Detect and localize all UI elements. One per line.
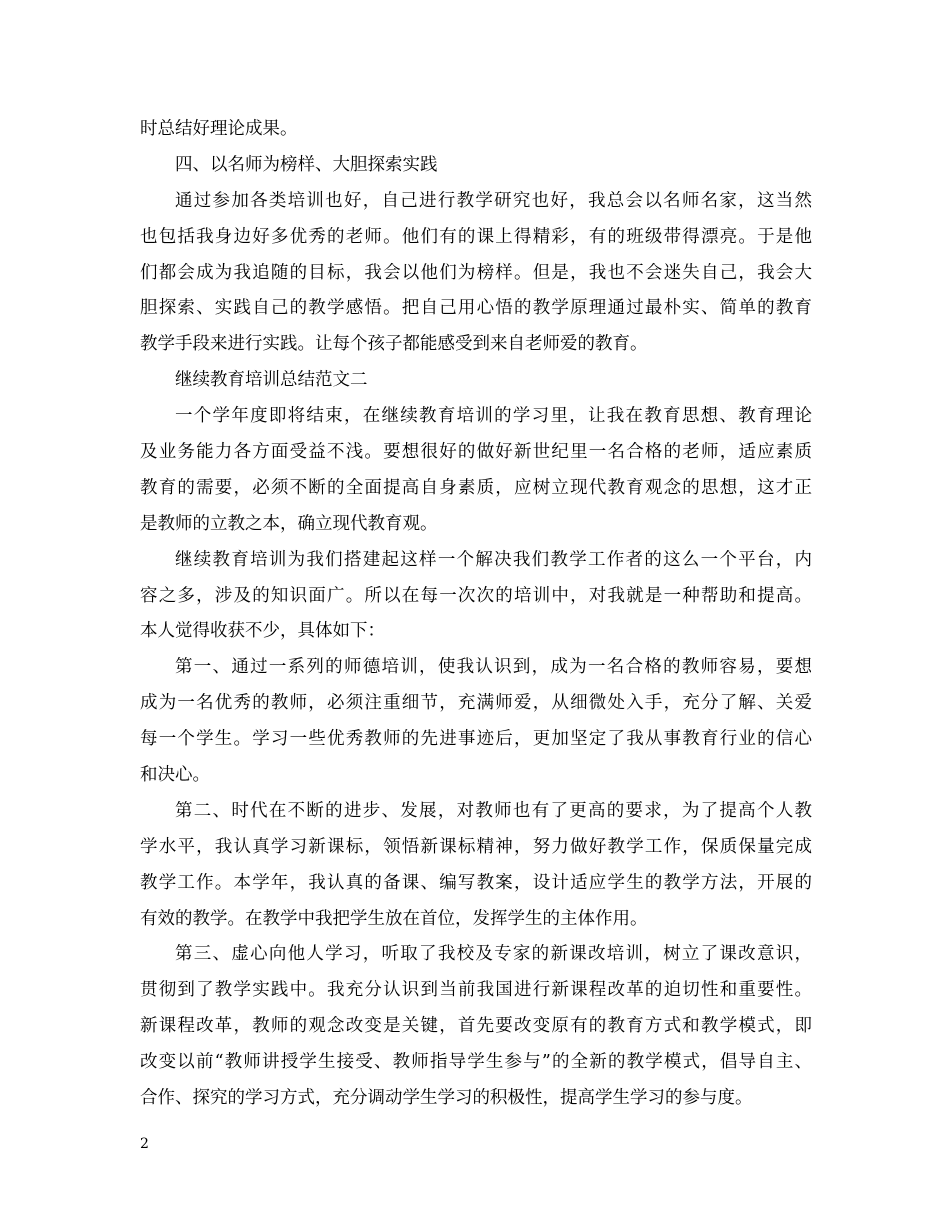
text-line: 继续教育培训为我们搭建起这样一个解决我们教学工作者的这么一个平台，内 [175, 549, 812, 570]
text-line: 新课程改革，教师的观念改变是关键，首先要改变原有的教育方式和教学模式，即 [140, 1016, 812, 1037]
text-line: 是教师的立教之本，确立现代教育观。 [140, 513, 438, 534]
page-number: 2 [140, 1136, 149, 1152]
text-line: 有效的教学。在教学中我把学生放在首位，发挥学生的主体作用。 [140, 908, 648, 929]
document-body [140, 112, 812, 1117]
text-line: 第三、虚心向他人学习，听取了我校及专家的新课改培训，树立了课改意识， [175, 944, 812, 965]
text-line: 通过参加各类培训也好，自己进行教学研究也好，我总会以名师名家，这当然 [175, 190, 812, 211]
section-heading: 继续教育培训总结范文二 [175, 370, 368, 391]
text-line: 每一个学生。学习一些优秀教师的先进事迹后，更加坚定了我从事教育行业的信心 [140, 729, 812, 750]
text-line: 胆探索、实践自己的教学感悟。把自己用心悟的教学原理通过最朴实、简单的教育 [140, 298, 812, 319]
text-line: 教育的需要，必须不断的全面提高自身素质，应树立现代教育观念的思想，这才正 [140, 477, 812, 498]
text-line: 时总结好理论成果。 [140, 119, 298, 139]
text-line: 成为一名优秀的教师，必须注重细节，充满师爱，从细微处入手，充分了解、关爱 [140, 693, 812, 714]
text-line: 容之多，涉及的知识面广。所以在每一次次的培训中，对我就是一种帮助和提高。 [140, 585, 812, 606]
section-heading: 四、以名师为榜样、大胆探索实践 [175, 154, 438, 175]
text-line: 也包括我身边好多优秀的老师。他们有的课上得精彩，有的班级带得漂亮。于是他 [140, 226, 812, 247]
text-line: 贯彻到了教学实践中。我充分认识到当前我国进行新课程改革的迫切性和重要性。 [140, 980, 812, 1001]
text-line: 一个学年度即将结束，在继续教育培训的学习里，让我在教育思想、教育理论 [175, 406, 812, 427]
text-line: 本人觉得收获不少，具体如下： [140, 621, 385, 642]
text-line: 合作、探究的学习方式，充分调动学生学习的积极性，提高学生学习的参与度。 [140, 1088, 753, 1109]
text-line: 改变以前“教师讲授学生接受、教师指导学生参与”的全新的教学模式，倡导自主、 [140, 1052, 812, 1073]
text-line: 第一、通过一系列的师德培训，使我认识到，成为一名合格的教师容易，要想 [175, 657, 812, 678]
text-line: 及业务能力各方面受益不浅。要想很好的做好新世纪里一名合格的老师，适应素质 [140, 442, 812, 463]
text-line: 和决心。 [140, 765, 210, 786]
text-line: 第二、时代在不断的进步、发展，对教师也有了更高的要求，为了提高个人教 [175, 800, 812, 821]
text-line: 学水平，我认真学习新课标，领悟新课标精神，努力做好教学工作，保质保量完成 [140, 836, 812, 857]
text-line: 教学手段来进行实践。让每个孩子都能感受到来自老师爱的教育。 [140, 334, 648, 355]
text-line: 们都会成为我追随的目标，我会以他们为榜样。但是，我也不会迷失自己，我会大 [140, 262, 812, 283]
text-line: 教学工作。本学年，我认真的备课、编写教案，设计适应学生的教学方法，开展的 [140, 872, 812, 893]
